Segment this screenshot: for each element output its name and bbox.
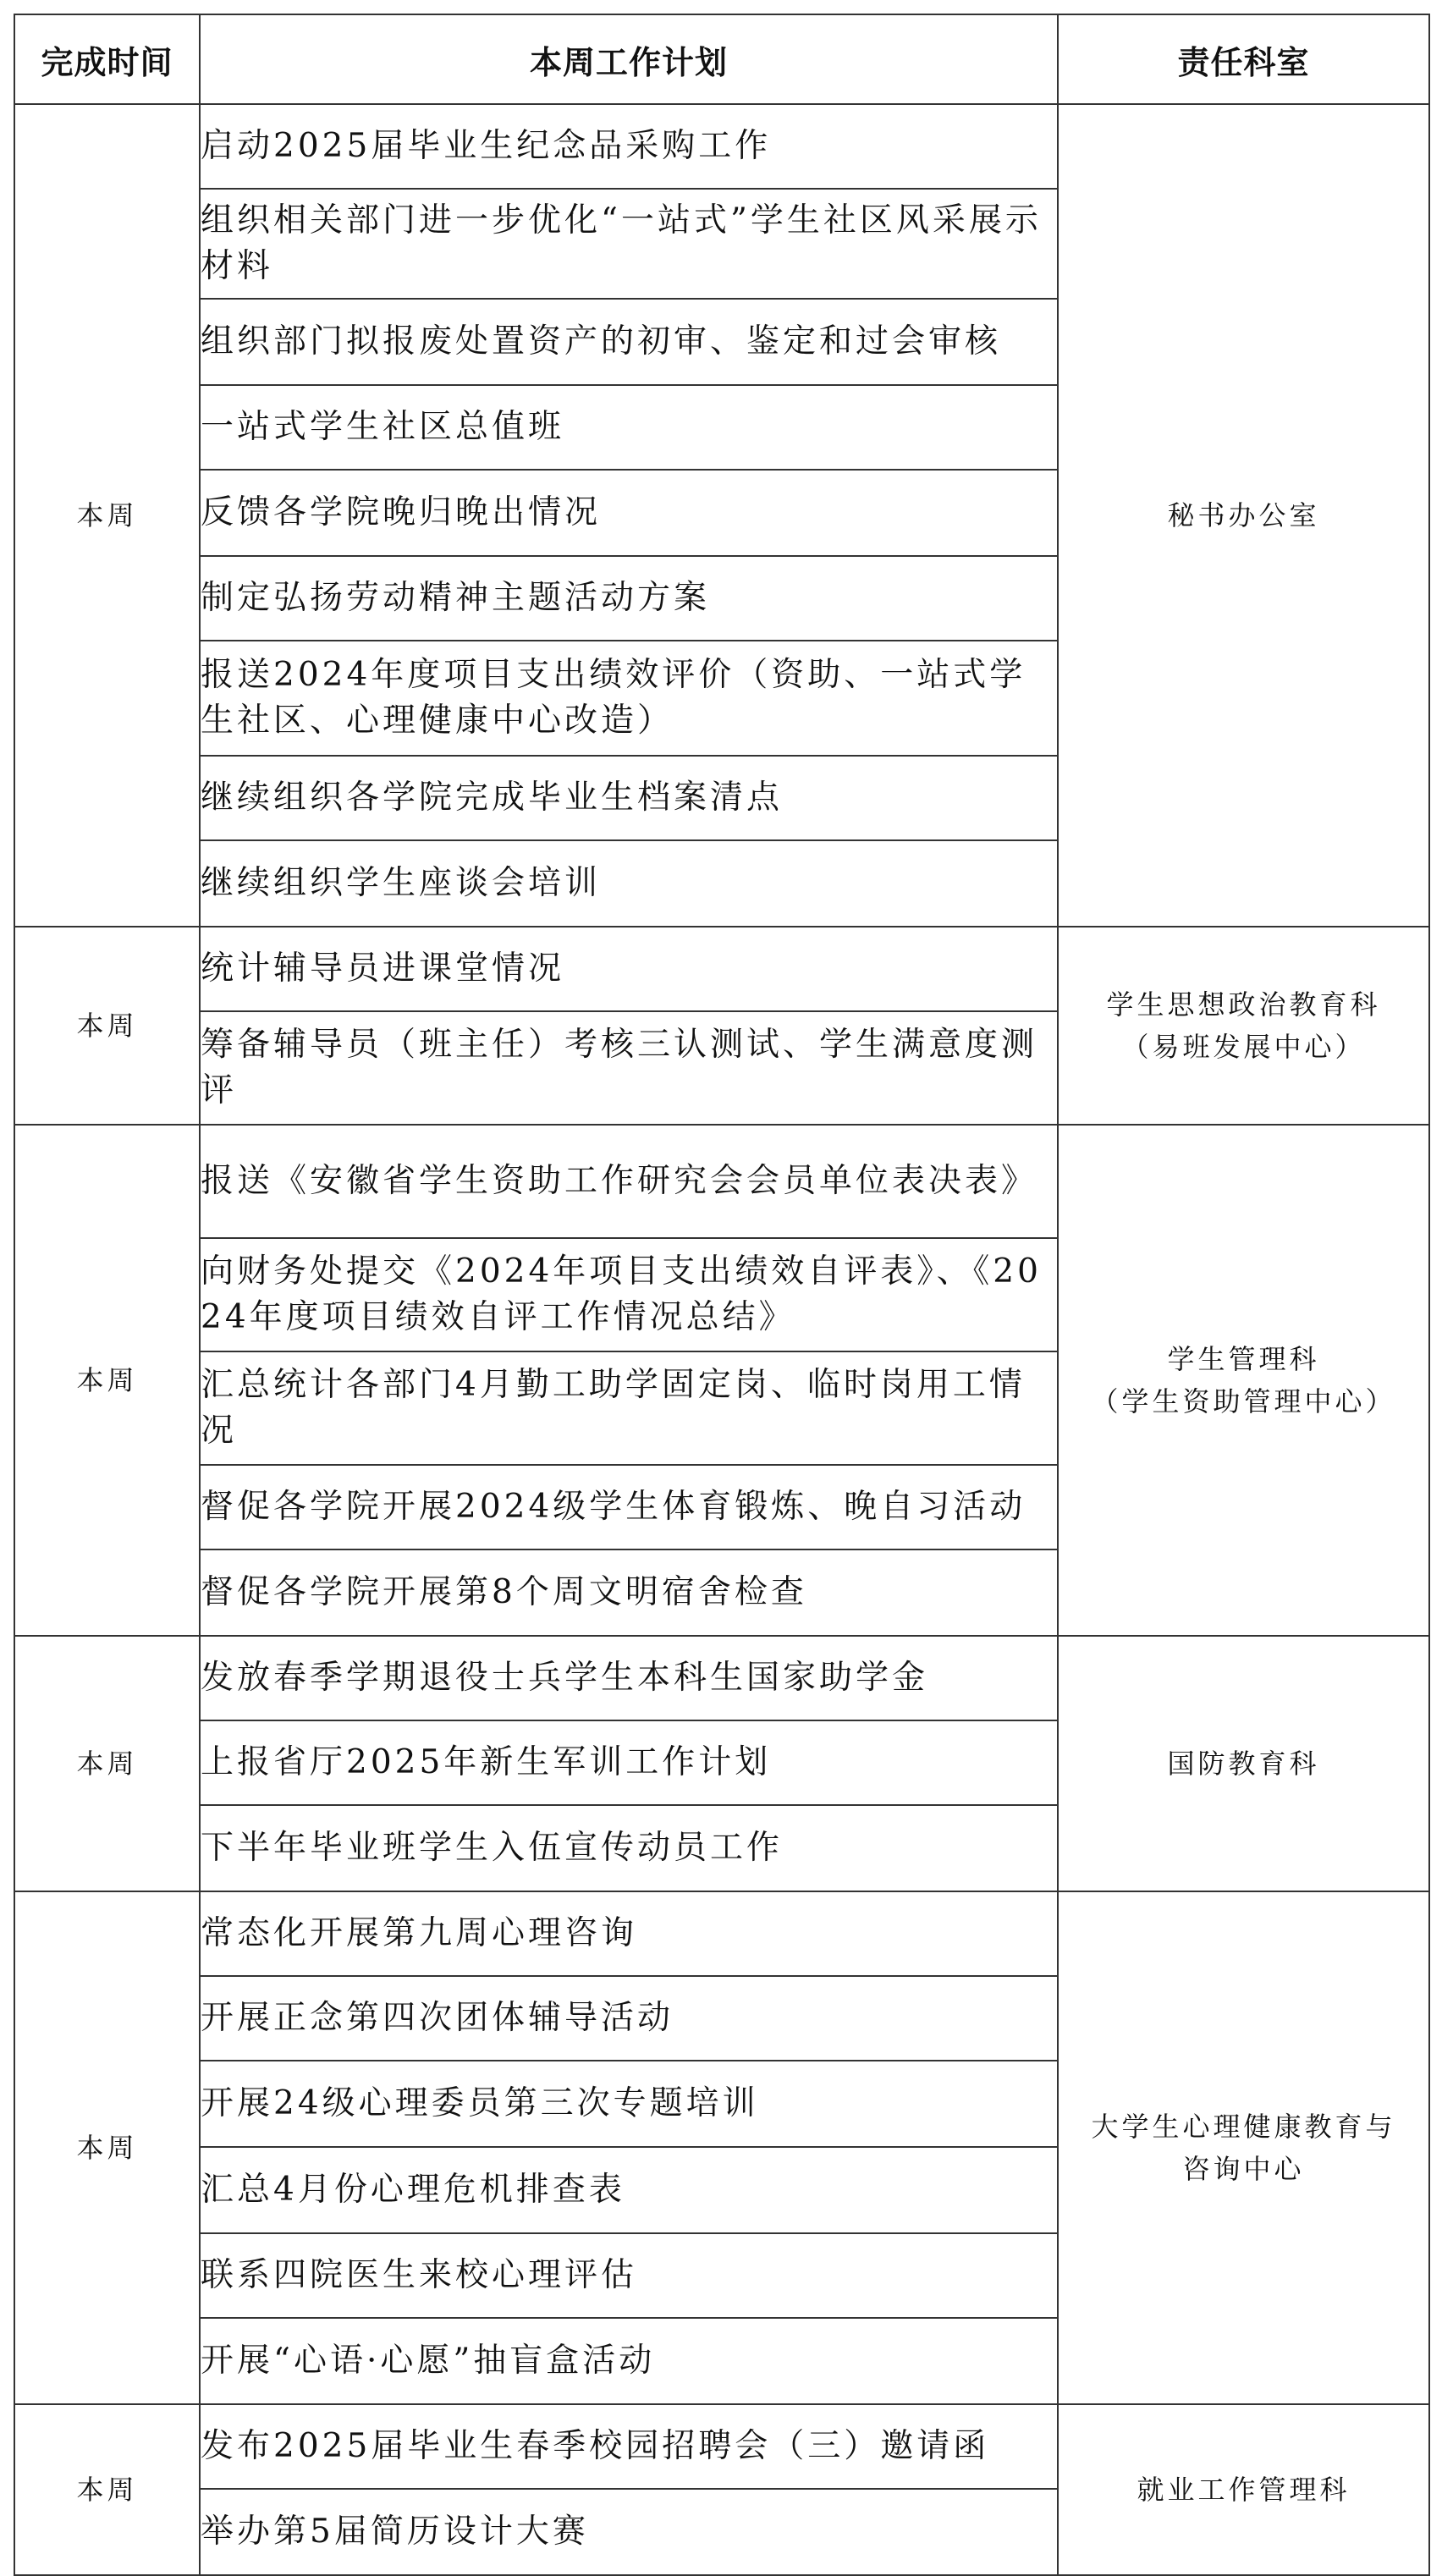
dept-name-line: 就业工作管理科 [1137, 2474, 1351, 2506]
task-cell: 筹备辅导员（班主任）考核三认测试、学生满意度测评 [200, 1011, 1058, 1125]
dept-name-line: 学生思想政治教育科 [1106, 988, 1381, 1021]
task-cell: 汇总统计各部门4月勤工助学固定岗、临时岗用工情况 [200, 1351, 1058, 1465]
header-time: 完成时间 [14, 14, 200, 104]
task-cell: 制定弘扬劳动精神主题活动方案 [200, 556, 1058, 641]
task-cell: 开展“心语·心愿”抽盲盒活动 [200, 2318, 1058, 2404]
table-body [14, 14, 1429, 2575]
task-cell: 举办第5届简历设计大赛 [200, 2489, 1058, 2575]
responsible-dept-cell [1058, 2404, 1429, 2575]
task-cell: 继续组织各学院完成毕业生档案清点 [200, 756, 1058, 840]
header-row [14, 14, 1429, 104]
table-row [14, 1125, 1429, 1238]
dept-name-line: 学生管理科 [1167, 1343, 1320, 1375]
dept-name-line: 咨询中心 [1182, 2153, 1305, 2185]
dept-name-line: （易班发展中心） [1121, 1031, 1366, 1063]
task-cell: 报送《安徽省学生资助工作研究会会员单位表决表》 [200, 1125, 1058, 1238]
task-cell: 发布2025届毕业生春季校园招聘会（三）邀请函 [200, 2404, 1058, 2489]
task-cell: 继续组织学生座谈会培训 [200, 840, 1058, 927]
completion-time-cell: 本周 [14, 927, 200, 1125]
task-cell: 督促各学院开展第8个周文明宿舍检查 [200, 1549, 1058, 1636]
responsible-dept-cell [1058, 104, 1429, 927]
weekly-plan-table [14, 14, 1430, 2576]
task-cell: 一站式学生社区总值班 [200, 385, 1058, 470]
task-cell: 反馈各学院晚归晚出情况 [200, 470, 1058, 556]
completion-time-cell: 本周 [14, 1125, 200, 1636]
table-row [14, 927, 1429, 1011]
table-row [14, 1636, 1429, 1720]
task-cell: 开展24级心理委员第三次专题培训 [200, 2061, 1058, 2147]
completion-time-cell: 本周 [14, 2404, 200, 2575]
task-cell: 统计辅导员进课堂情况 [200, 927, 1058, 1011]
task-cell: 下半年毕业班学生入伍宣传动员工作 [200, 1805, 1058, 1891]
task-cell: 汇总4月份心理危机排查表 [200, 2147, 1058, 2233]
responsible-dept-cell [1058, 927, 1429, 1125]
task-cell: 督促各学院开展2024级学生体育锻炼、晚自习活动 [200, 1465, 1058, 1549]
dept-name-line: 秘书办公室 [1167, 499, 1320, 531]
task-cell: 报送2024年度项目支出绩效评价（资助、一站式学生社区、心理健康中心改造） [200, 641, 1058, 756]
table-row [14, 104, 1429, 189]
dept-name-line: 大学生心理健康教育与 [1091, 2111, 1396, 2143]
task-cell: 联系四院医生来校心理评估 [200, 2233, 1058, 2318]
completion-time-cell: 本周 [14, 1636, 200, 1891]
completion-time-cell: 本周 [14, 104, 200, 927]
table-row [14, 1891, 1429, 1976]
task-cell: 发放春季学期退役士兵学生本科生国家助学金 [200, 1636, 1058, 1720]
completion-time-cell: 本周 [14, 1891, 200, 2404]
responsible-dept-cell [1058, 1125, 1429, 1636]
header-dept: 责任科室 [1058, 14, 1429, 104]
responsible-dept-cell [1058, 1891, 1429, 2404]
task-cell: 组织部门拟报废处置资产的初审、鉴定和过会审核 [200, 299, 1058, 385]
dept-name-line: （学生资助管理中心） [1091, 1385, 1396, 1417]
header-plan: 本周工作计划 [200, 14, 1058, 104]
responsible-dept-cell [1058, 1636, 1429, 1891]
task-cell: 向财务处提交《2024年项目支出绩效自评表》、《2024年度项目绩效自评工作情况总结》 [200, 1238, 1058, 1351]
task-cell: 上报省厅2025年新生军训工作计划 [200, 1720, 1058, 1805]
task-cell: 常态化开展第九周心理咨询 [200, 1891, 1058, 1976]
dept-name-line: 国防教育科 [1167, 1748, 1320, 1780]
table-row [14, 2404, 1429, 2489]
task-cell: 启动2025届毕业生纪念品采购工作 [200, 104, 1058, 189]
task-cell: 开展正念第四次团体辅导活动 [200, 1976, 1058, 2061]
task-cell: 组织相关部门进一步优化“一站式”学生社区风采展示材料 [200, 189, 1058, 299]
